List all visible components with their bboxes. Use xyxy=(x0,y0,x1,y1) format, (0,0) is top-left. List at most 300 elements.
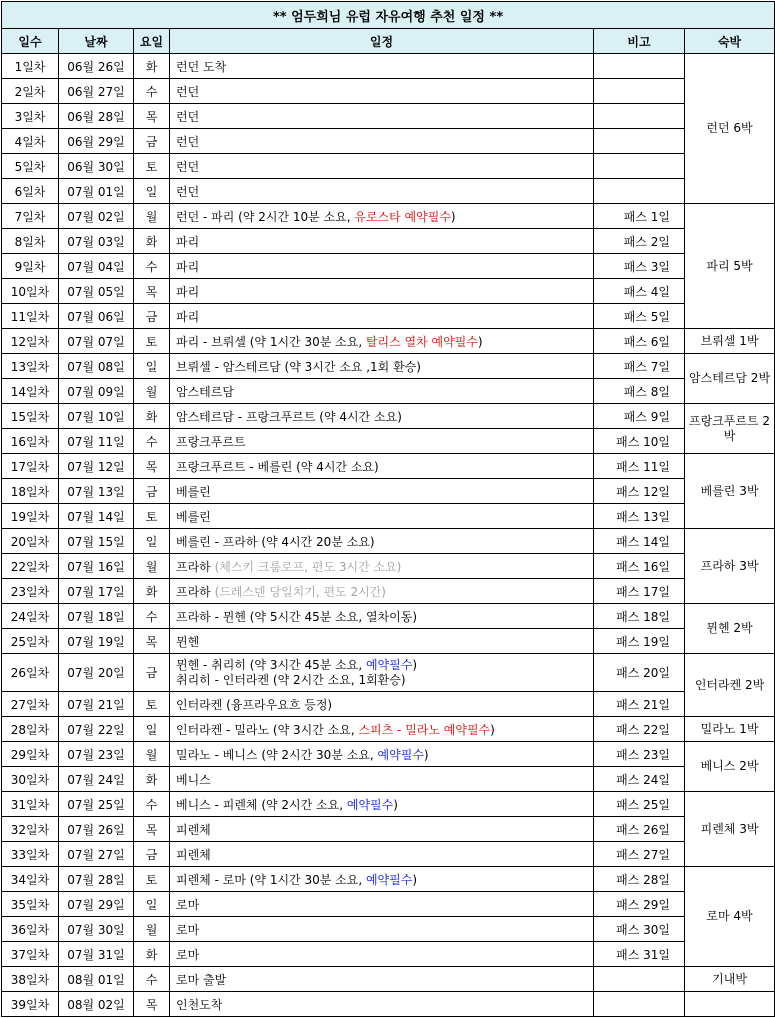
day-cell: 29일차 xyxy=(2,742,59,767)
note-cell xyxy=(594,154,685,179)
date-cell: 07월 22일 xyxy=(59,717,134,742)
plan-cell xyxy=(170,692,594,717)
day-cell: 35일차 xyxy=(2,892,59,917)
day-cell: 7일차 xyxy=(2,204,59,229)
plan-text: ) xyxy=(423,747,429,762)
weekday-cell: 목 xyxy=(134,817,170,842)
day-cell: 23일차 xyxy=(2,579,59,604)
note-cell: 패스 20일 xyxy=(594,654,685,692)
weekday-cell: 일 xyxy=(134,892,170,917)
plan-text: ) xyxy=(477,334,483,349)
plan-text: 런던 xyxy=(176,184,200,199)
table-row xyxy=(2,179,775,204)
plan-cell xyxy=(170,279,594,304)
date-cell: 07월 09일 xyxy=(59,379,134,404)
weekday-cell: 목 xyxy=(134,629,170,654)
day-cell: 3일차 xyxy=(2,104,59,129)
itinerary-table xyxy=(1,1,775,1017)
date-cell: 07월 06일 xyxy=(59,304,134,329)
plan-cell xyxy=(170,817,594,842)
table-row xyxy=(2,454,775,479)
date-cell: 07월 20일 xyxy=(59,654,134,692)
note-cell: 패스 14일 xyxy=(594,529,685,554)
day-cell: 22일차 xyxy=(2,554,59,579)
plan-text: 로마 xyxy=(176,922,200,937)
date-cell: 07월 11일 xyxy=(59,429,134,454)
title-row xyxy=(2,2,775,29)
date-cell: 07월 08일 xyxy=(59,354,134,379)
plan-text: 베를린 xyxy=(176,484,211,499)
date-cell: 07월 10일 xyxy=(59,404,134,429)
plan-text: 파리 xyxy=(176,234,200,249)
note-cell: 패스 18일 xyxy=(594,604,685,629)
weekday-cell: 토 xyxy=(134,867,170,892)
date-cell: 06월 26일 xyxy=(59,54,134,79)
stay-cell: 베니스 2박 xyxy=(685,742,775,792)
date-cell: 07월 28일 xyxy=(59,867,134,892)
weekday-cell: 수 xyxy=(134,967,170,992)
table-row xyxy=(2,54,775,79)
day-cell: 24일차 xyxy=(2,604,59,629)
plan-cell xyxy=(170,104,594,129)
plan-cell xyxy=(170,54,594,79)
plan-text: 암스테르담 xyxy=(176,384,234,399)
weekday-cell: 화 xyxy=(134,767,170,792)
day-cell: 34일차 xyxy=(2,867,59,892)
day-cell: 13일차 xyxy=(2,354,59,379)
plan-text: 피렌체 xyxy=(176,847,211,862)
note-cell: 패스 5일 xyxy=(594,304,685,329)
stay-cell: 로마 4박 xyxy=(685,867,775,967)
day-cell: 36일차 xyxy=(2,917,59,942)
plan-text: 뮌헨 - 취리히 (약 3시간 45분 소요, xyxy=(176,657,366,672)
weekday-cell: 금 xyxy=(134,129,170,154)
date-cell: 08월 02일 xyxy=(59,992,134,1017)
table-row xyxy=(2,254,775,279)
weekday-cell: 목 xyxy=(134,454,170,479)
note-cell: 패스 2일 xyxy=(594,229,685,254)
note-cell xyxy=(594,179,685,204)
date-cell: 07월 14일 xyxy=(59,504,134,529)
plan-cell xyxy=(170,129,594,154)
table-row xyxy=(2,867,775,892)
plan-text: 파리 xyxy=(176,284,200,299)
date-cell: 07월 04일 xyxy=(59,254,134,279)
stay-cell: 프라하 3박 xyxy=(685,529,775,604)
weekday-cell: 일 xyxy=(134,179,170,204)
plan-text: 프랑크푸르트 - 베를린 (약 4시간 소요) xyxy=(176,459,379,474)
stay-cell: 프랑크푸르트 2박 xyxy=(685,404,775,454)
plan-text: ) xyxy=(490,722,495,737)
date-cell: 07월 25일 xyxy=(59,792,134,817)
table-row xyxy=(2,942,775,967)
stay-cell: 피렌체 3박 xyxy=(685,792,775,867)
date-cell: 07월 27일 xyxy=(59,842,134,867)
plan-text: 프라하 xyxy=(176,584,215,599)
weekday-cell: 목 xyxy=(134,992,170,1017)
day-cell: 1일차 xyxy=(2,54,59,79)
plan-text: 피렌체 xyxy=(176,822,211,837)
day-cell: 6일차 xyxy=(2,179,59,204)
note-cell: 패스 17일 xyxy=(594,579,685,604)
plan-cell xyxy=(170,604,594,629)
note-cell xyxy=(594,79,685,104)
day-cell: 19일차 xyxy=(2,504,59,529)
note-cell: 패스 25일 xyxy=(594,792,685,817)
plan-text: 프랑크푸르트 xyxy=(176,434,246,449)
weekday-cell: 일 xyxy=(134,354,170,379)
table-row xyxy=(2,917,775,942)
note-cell xyxy=(594,992,685,1017)
plan-text: (체스키 크룸로프, 편도 3시간 소요) xyxy=(214,559,402,574)
date-cell: 07월 26일 xyxy=(59,817,134,842)
table-row xyxy=(2,504,775,529)
plan-text: 인터라켄 (융프라우요흐 등정) xyxy=(176,697,333,712)
plan-text: 예약필수 xyxy=(365,657,413,672)
plan-text: 런던 xyxy=(176,109,200,124)
header-date: 날짜 xyxy=(59,29,134,54)
day-cell: 33일차 xyxy=(2,842,59,867)
note-cell: 패스 30일 xyxy=(594,917,685,942)
day-cell: 26일차 xyxy=(2,654,59,692)
table-row xyxy=(2,529,775,554)
stay-cell: 브뤼셀 1박 xyxy=(685,329,775,354)
date-cell: 06월 28일 xyxy=(59,104,134,129)
note-cell: 패스 13일 xyxy=(594,504,685,529)
plan-cell xyxy=(170,942,594,967)
day-cell: 38일차 xyxy=(2,967,59,992)
weekday-cell: 금 xyxy=(134,842,170,867)
stay-cell xyxy=(685,992,775,1017)
table-row xyxy=(2,967,775,992)
note-cell: 패스 6일 xyxy=(594,329,685,354)
stay-cell: 기내박 xyxy=(685,967,775,992)
note-cell: 패스 31일 xyxy=(594,942,685,967)
plan-cell xyxy=(170,179,594,204)
day-cell: 5일차 xyxy=(2,154,59,179)
table-row xyxy=(2,992,775,1017)
plan-text: 로마 xyxy=(176,947,200,962)
table-row xyxy=(2,279,775,304)
plan-line xyxy=(176,658,593,673)
weekday-cell: 수 xyxy=(134,254,170,279)
plan-text: 취리히 - 인터라켄 (약 2시간 소요, 1회환승) xyxy=(176,672,406,687)
plan-text: ) xyxy=(412,657,418,672)
plan-cell xyxy=(170,629,594,654)
table-row xyxy=(2,479,775,504)
header-note: 비고 xyxy=(594,29,685,54)
plan-cell xyxy=(170,917,594,942)
table-row xyxy=(2,229,775,254)
plan-cell xyxy=(170,329,594,354)
plan-text: 베를린 - 프라하 (약 4시간 20분 소요) xyxy=(176,534,375,549)
plan-text: ) xyxy=(393,797,398,812)
plan-text: 프라하 - 뮌헨 (약 5시간 45분 소요, 열차이동) xyxy=(176,609,417,624)
date-cell: 07월 19일 xyxy=(59,629,134,654)
date-cell: 06월 27일 xyxy=(59,79,134,104)
day-cell: 39일차 xyxy=(2,992,59,1017)
weekday-cell: 일 xyxy=(134,717,170,742)
table-row xyxy=(2,792,775,817)
plan-text: ) xyxy=(450,209,456,224)
note-cell xyxy=(594,104,685,129)
note-cell: 패스 26일 xyxy=(594,817,685,842)
date-cell: 07월 18일 xyxy=(59,604,134,629)
plan-text: 브뤼셀 - 암스테르담 (약 3시간 소요 ,1회 환승) xyxy=(176,359,421,374)
plan-text: (드레스덴 당일치기, 편도 2시간) xyxy=(214,584,386,599)
header-weekday: 요일 xyxy=(134,29,170,54)
note-cell: 패스 3일 xyxy=(594,254,685,279)
plan-cell xyxy=(170,842,594,867)
header-plan: 일정 xyxy=(170,29,594,54)
plan-text: 뮌헨 xyxy=(176,634,200,649)
weekday-cell: 화 xyxy=(134,54,170,79)
weekday-cell: 금 xyxy=(134,654,170,692)
plan-cell xyxy=(170,379,594,404)
header-row xyxy=(2,29,775,54)
header-stay: 숙박 xyxy=(685,29,775,54)
plan-text: 파리 xyxy=(176,309,200,324)
plan-cell xyxy=(170,204,594,229)
plan-cell xyxy=(170,742,594,767)
note-cell: 패스 9일 xyxy=(594,404,685,429)
plan-cell xyxy=(170,867,594,892)
weekday-cell: 토 xyxy=(134,692,170,717)
day-cell: 9일차 xyxy=(2,254,59,279)
note-cell: 패스 24일 xyxy=(594,767,685,792)
stay-cell: 암스테르담 2박 xyxy=(685,354,775,404)
date-cell: 07월 24일 xyxy=(59,767,134,792)
note-cell: 패스 7일 xyxy=(594,354,685,379)
note-cell xyxy=(594,129,685,154)
weekday-cell: 금 xyxy=(134,304,170,329)
day-cell: 31일차 xyxy=(2,792,59,817)
plan-text: ) xyxy=(412,872,418,887)
day-cell: 11일차 xyxy=(2,304,59,329)
plan-cell xyxy=(170,404,594,429)
weekday-cell: 수 xyxy=(134,429,170,454)
plan-text: 베를린 xyxy=(176,509,211,524)
date-cell: 06월 29일 xyxy=(59,129,134,154)
plan-line xyxy=(176,673,593,688)
plan-text: 예약필수 xyxy=(365,872,413,887)
plan-cell xyxy=(170,429,594,454)
note-cell: 패스 10일 xyxy=(594,429,685,454)
plan-text: 프라하 xyxy=(176,559,215,574)
note-cell: 패스 1일 xyxy=(594,204,685,229)
plan-cell xyxy=(170,767,594,792)
date-cell: 07월 21일 xyxy=(59,692,134,717)
plan-text: 로마 xyxy=(176,897,200,912)
plan-text: 런던 도착 xyxy=(176,59,227,74)
page-title: ** 엄두희님 유럽 자유여행 추천 일정 ** xyxy=(2,2,775,29)
table-row xyxy=(2,304,775,329)
plan-cell xyxy=(170,992,594,1017)
day-cell: 25일차 xyxy=(2,629,59,654)
weekday-cell: 화 xyxy=(134,404,170,429)
table-row xyxy=(2,767,775,792)
date-cell: 07월 17일 xyxy=(59,579,134,604)
weekday-cell: 월 xyxy=(134,554,170,579)
weekday-cell: 월 xyxy=(134,742,170,767)
date-cell: 07월 12일 xyxy=(59,454,134,479)
day-cell: 8일차 xyxy=(2,229,59,254)
date-cell: 07월 07일 xyxy=(59,329,134,354)
note-cell: 패스 11일 xyxy=(594,454,685,479)
plan-text: 인천도착 xyxy=(176,997,223,1012)
table-row xyxy=(2,354,775,379)
date-cell: 07월 03일 xyxy=(59,229,134,254)
weekday-cell: 수 xyxy=(134,604,170,629)
day-cell: 32일차 xyxy=(2,817,59,842)
plan-text: 유로스타 예약필수 xyxy=(354,209,451,224)
plan-text: 예약필수 xyxy=(377,747,424,762)
date-cell: 07월 31일 xyxy=(59,942,134,967)
plan-cell xyxy=(170,479,594,504)
day-cell: 12일차 xyxy=(2,329,59,354)
weekday-cell: 토 xyxy=(134,154,170,179)
note-cell: 패스 27일 xyxy=(594,842,685,867)
weekday-cell: 화 xyxy=(134,229,170,254)
table-row xyxy=(2,79,775,104)
stay-cell: 런던 6박 xyxy=(685,54,775,204)
plan-text: 예약필수 xyxy=(346,797,394,812)
plan-cell xyxy=(170,254,594,279)
date-cell: 07월 16일 xyxy=(59,554,134,579)
plan-cell xyxy=(170,554,594,579)
plan-cell xyxy=(170,967,594,992)
stay-cell: 인터라켄 2박 xyxy=(685,654,775,717)
weekday-cell: 목 xyxy=(134,279,170,304)
weekday-cell: 토 xyxy=(134,329,170,354)
day-cell: 18일차 xyxy=(2,479,59,504)
note-cell: 패스 16일 xyxy=(594,554,685,579)
plan-text: 베니스 - 피렌체 (약 2시간 소요, xyxy=(176,797,347,812)
day-cell: 16일차 xyxy=(2,429,59,454)
date-cell: 07월 15일 xyxy=(59,529,134,554)
plan-text: 런던 xyxy=(176,159,200,174)
plan-text: 인터라켄 - 밀라노 (약 3시간 소요, xyxy=(176,722,359,737)
note-cell: 패스 21일 xyxy=(594,692,685,717)
table-row xyxy=(2,329,775,354)
date-cell: 06월 30일 xyxy=(59,154,134,179)
date-cell: 07월 30일 xyxy=(59,917,134,942)
table-row xyxy=(2,429,775,454)
plan-text: 탈리스 열차 예약필수 xyxy=(365,334,478,349)
note-cell: 패스 23일 xyxy=(594,742,685,767)
plan-cell xyxy=(170,579,594,604)
note-cell: 패스 19일 xyxy=(594,629,685,654)
table-row xyxy=(2,104,775,129)
table-row xyxy=(2,154,775,179)
table-row xyxy=(2,717,775,742)
plan-text: 로마 출발 xyxy=(176,972,227,987)
date-cell: 07월 05일 xyxy=(59,279,134,304)
weekday-cell: 화 xyxy=(134,942,170,967)
plan-cell xyxy=(170,354,594,379)
note-cell: 패스 28일 xyxy=(594,867,685,892)
table-row xyxy=(2,604,775,629)
plan-cell xyxy=(170,154,594,179)
table-row xyxy=(2,892,775,917)
table-row xyxy=(2,842,775,867)
day-cell: 15일차 xyxy=(2,404,59,429)
note-cell: 패스 29일 xyxy=(594,892,685,917)
plan-text: 스피츠 - 밀라노 예약필수 xyxy=(358,722,491,737)
stay-cell: 베를린 3박 xyxy=(685,454,775,529)
stay-cell: 밀라노 1박 xyxy=(685,717,775,742)
weekday-cell: 토 xyxy=(134,504,170,529)
plan-text: 암스테르담 - 프랑크푸르트 (약 4시간 소요) xyxy=(176,409,402,424)
plan-text: 피렌체 - 로마 (약 1시간 30분 소요, xyxy=(176,872,366,887)
plan-cell xyxy=(170,792,594,817)
note-cell xyxy=(594,54,685,79)
table-row xyxy=(2,629,775,654)
day-cell: 30일차 xyxy=(2,767,59,792)
table-row xyxy=(2,129,775,154)
plan-cell xyxy=(170,529,594,554)
plan-cell xyxy=(170,892,594,917)
plan-cell xyxy=(170,717,594,742)
plan-cell xyxy=(170,229,594,254)
plan-cell xyxy=(170,504,594,529)
date-cell: 07월 01일 xyxy=(59,179,134,204)
plan-text: 파리 - 브뤼셀 (약 1시간 30분 소요, xyxy=(176,334,366,349)
header-day: 일수 xyxy=(2,29,59,54)
note-cell: 패스 12일 xyxy=(594,479,685,504)
weekday-cell: 수 xyxy=(134,79,170,104)
day-cell: 2일차 xyxy=(2,79,59,104)
day-cell: 20일차 xyxy=(2,529,59,554)
plan-text: 런던 xyxy=(176,84,200,99)
weekday-cell: 일 xyxy=(134,529,170,554)
plan-text: 파리 xyxy=(176,259,200,274)
date-cell: 07월 13일 xyxy=(59,479,134,504)
stay-cell: 뮌헨 2박 xyxy=(685,604,775,654)
day-cell: 14일차 xyxy=(2,379,59,404)
day-cell: 28일차 xyxy=(2,717,59,742)
table-row xyxy=(2,404,775,429)
date-cell: 07월 23일 xyxy=(59,742,134,767)
plan-text: 런던 xyxy=(176,134,200,149)
stay-cell: 파리 5박 xyxy=(685,204,775,329)
note-cell: 패스 22일 xyxy=(594,717,685,742)
table-row xyxy=(2,204,775,229)
day-cell: 4일차 xyxy=(2,129,59,154)
table-row xyxy=(2,692,775,717)
date-cell: 07월 02일 xyxy=(59,204,134,229)
plan-cell xyxy=(170,79,594,104)
weekday-cell: 월 xyxy=(134,379,170,404)
date-cell: 07월 29일 xyxy=(59,892,134,917)
date-cell: 08월 01일 xyxy=(59,967,134,992)
weekday-cell: 월 xyxy=(134,917,170,942)
plan-cell xyxy=(170,454,594,479)
weekday-cell: 화 xyxy=(134,579,170,604)
plan-cell xyxy=(170,654,594,692)
weekday-cell: 목 xyxy=(134,104,170,129)
day-cell: 10일차 xyxy=(2,279,59,304)
plan-text: 런던 - 파리 (약 2시간 10분 소요, xyxy=(176,209,355,224)
note-cell: 패스 8일 xyxy=(594,379,685,404)
plan-cell xyxy=(170,304,594,329)
plan-text: 밀라노 - 베니스 (약 2시간 30분 소요, xyxy=(176,747,378,762)
note-cell: 패스 4일 xyxy=(594,279,685,304)
table-row xyxy=(2,817,775,842)
day-cell: 27일차 xyxy=(2,692,59,717)
table-row xyxy=(2,654,775,692)
table-row xyxy=(2,379,775,404)
